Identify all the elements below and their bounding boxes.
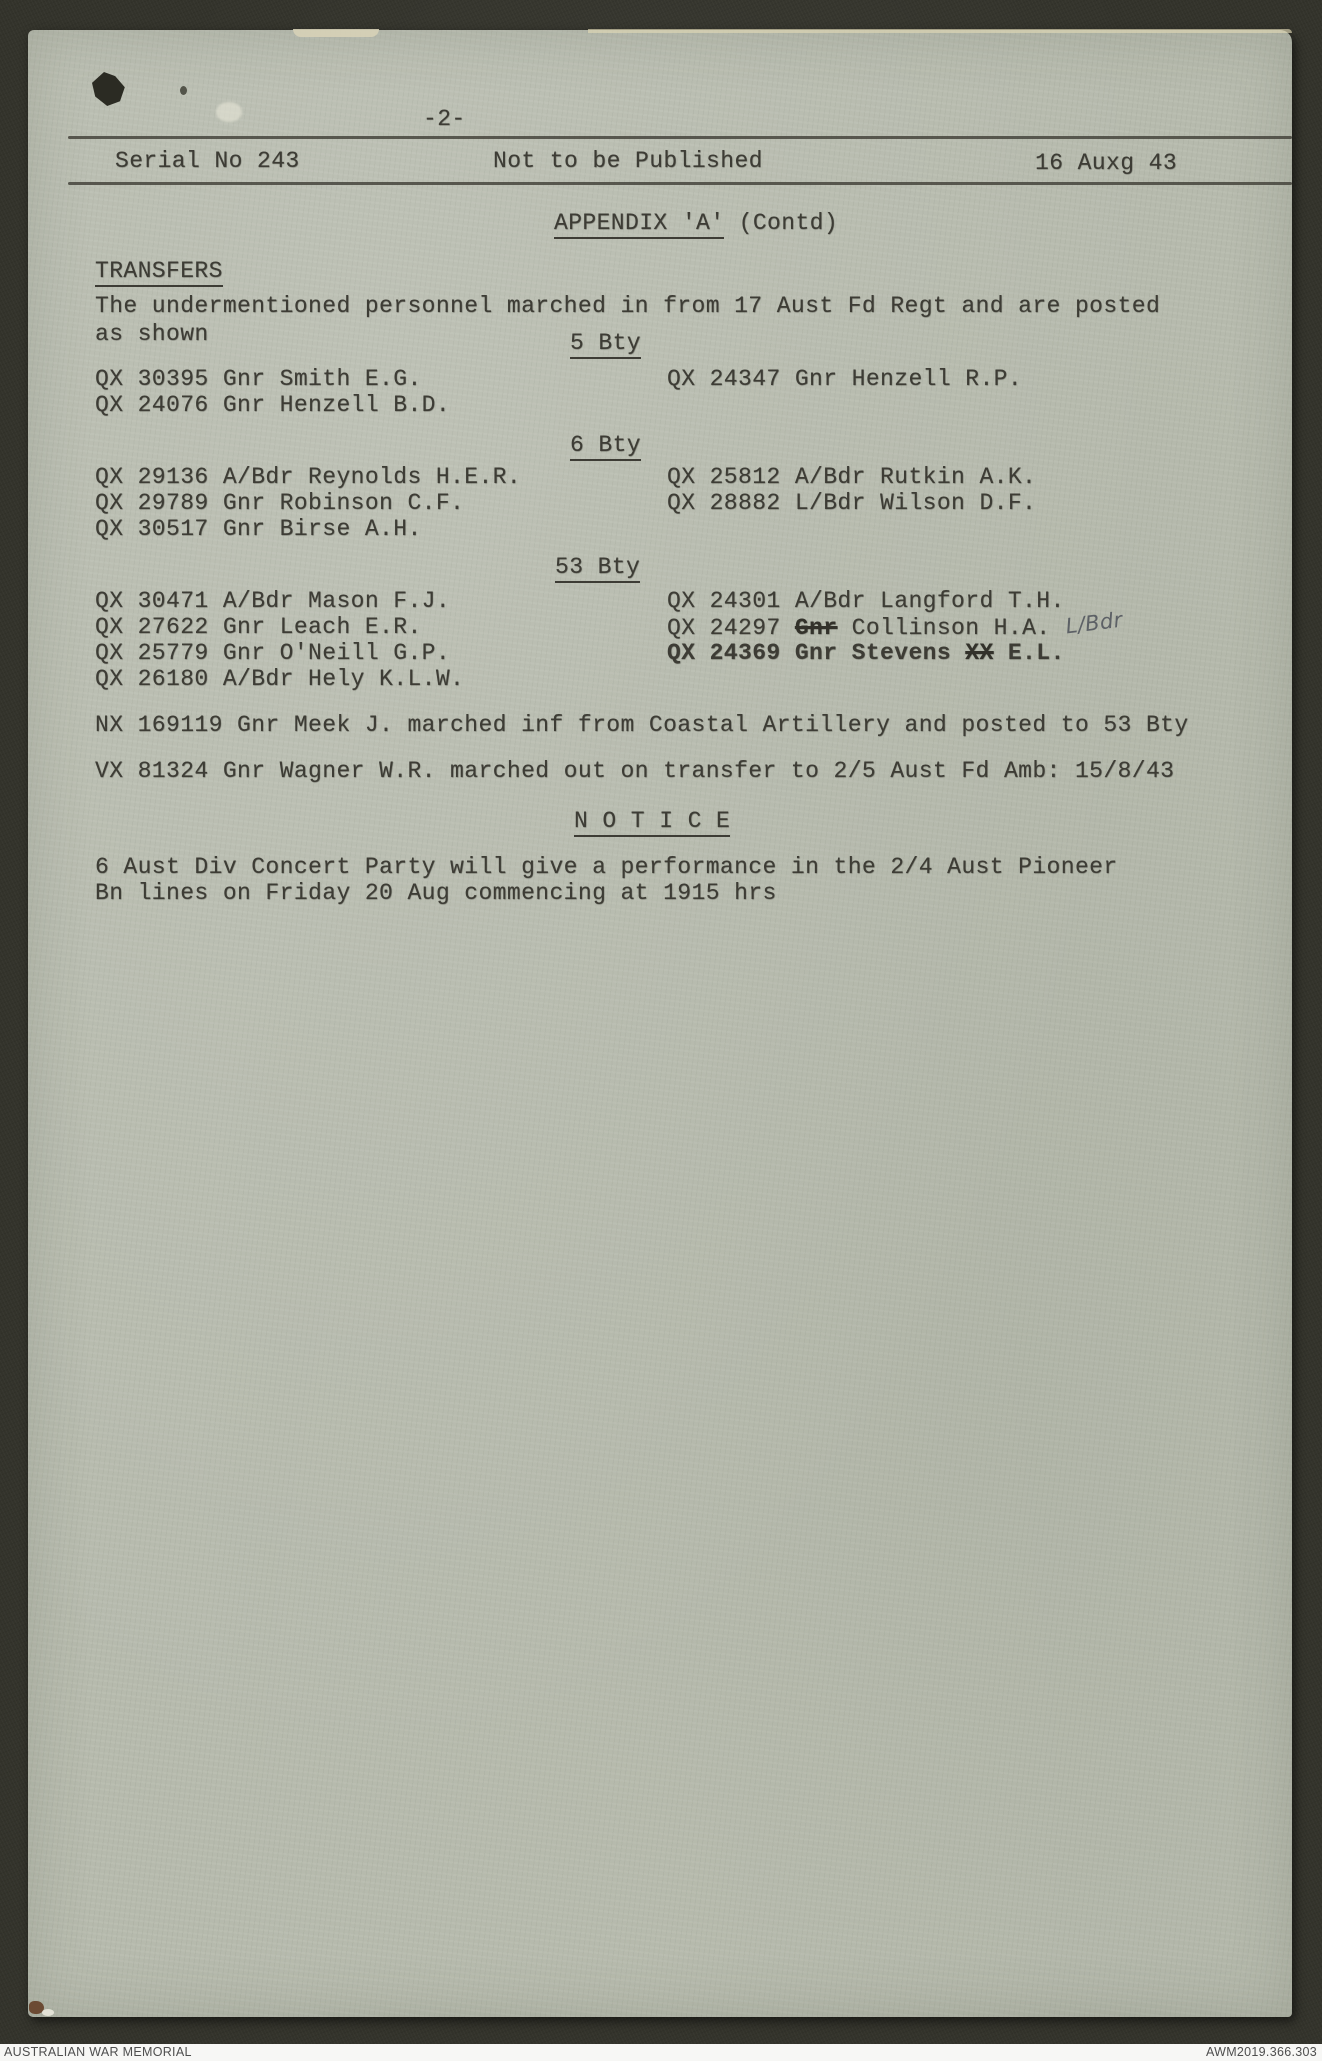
transfer-entry: QX 24076 Gnr Henzell B.D.: [95, 392, 451, 418]
transfer-entry: QX 25812 A/Bdr Rutkin A.K.: [667, 464, 1037, 490]
notice-line-2: Bn lines on Friday 20 Aug commencing at 1915 hrs: [95, 880, 777, 906]
document-paper-sheet: [28, 30, 1292, 2017]
handwritten-annotation: L/Bdr: [1064, 607, 1125, 639]
paper-tear-hole: [92, 72, 132, 106]
notice-heading-text: N O T I C E: [574, 808, 730, 837]
transfer-entry: QX 24301 A/Bdr Langford T.H.: [667, 588, 1065, 614]
transfer-entry: QX 30517 Gnr Birse A.H.: [95, 516, 422, 542]
notice-heading: [574, 808, 730, 834]
battery-name: 53 Bty: [555, 554, 640, 583]
paper-top-edge-underlay: [588, 29, 1292, 33]
transfer-entry-amended: [667, 607, 1125, 641]
transfer-entry: QX 30395 Gnr Smith E.G.: [95, 366, 422, 392]
transfers-heading: [95, 258, 223, 284]
transfer-note-meek: NX 169119 Gnr Meek J. marched inf from Coastal Artillery and posted to 53 Bty: [95, 712, 1189, 738]
notice-line-1: 6 Aust Div Concert Party will give a performance in the 2/4 Aust Pioneer: [95, 854, 1118, 880]
paper-speck: [180, 86, 187, 95]
transfers-intro-line-2: as shown: [95, 321, 209, 347]
struck-out-initials: XX: [965, 640, 994, 666]
paper-worn-spot: [216, 102, 242, 122]
battery-name: 6 Bty: [570, 432, 641, 461]
transfer-note-wagner: VX 81324 Gnr Wagner W.R. marched out on transfer to 2/5 Aust Fd Amb: 15/8/43: [95, 758, 1175, 784]
battery-heading-53bty: [555, 554, 640, 580]
page-number: -2-: [423, 106, 466, 132]
archive-attribution-bar: [0, 2044, 1322, 2061]
entry-text: QX 24297: [667, 615, 795, 641]
paper-corner-tear: [42, 2009, 54, 2016]
serial-number: Serial No 243: [115, 148, 300, 174]
transfer-entry: QX 30471 A/Bdr Mason F.J.: [95, 588, 451, 614]
struck-out-rank: Gnr: [794, 615, 838, 641]
header-rule-bottom: [68, 182, 1292, 185]
entry-text: QX 24369 Gnr Stevens: [667, 640, 966, 666]
entry-text: Collinson H.A.: [837, 615, 1051, 641]
transfer-entry-amended: [667, 640, 1065, 666]
transfer-entry: QX 27622 Gnr Leach E.R.: [95, 614, 422, 640]
transfers-intro-line-1: The undermentioned personnel marched in from 17 Aust Fd Regt and are posted: [95, 293, 1161, 319]
transfer-entry: QX 24347 Gnr Henzell R.P.: [667, 366, 1023, 392]
transfer-entry: QX 28882 L/Bdr Wilson D.F.: [667, 490, 1037, 516]
entry-text: E.L.: [993, 640, 1065, 666]
transfer-entry: QX 26180 A/Bdr Hely K.L.W.: [95, 666, 465, 692]
appendix-suffix: (Contd): [724, 210, 839, 236]
transfers-heading-text: TRANSFERS: [95, 258, 223, 287]
document-date: 16 Auxg 43: [1035, 150, 1178, 176]
battery-name: 5 Bty: [570, 330, 641, 359]
appendix-heading: [554, 210, 838, 236]
battery-heading-5bty: [570, 330, 641, 356]
appendix-title: APPENDIX 'A': [554, 210, 724, 239]
battery-heading-6bty: [570, 432, 641, 458]
transfer-entry: QX 29136 A/Bdr Reynolds H.E.R.: [95, 464, 522, 490]
archive-name: AUSTRALIAN WAR MEMORIAL: [4, 2045, 192, 2059]
paper-top-notch: [293, 29, 379, 37]
header-rule-top: [68, 136, 1292, 139]
transfer-entry: QX 25779 Gnr O'Neill G.P.: [95, 640, 451, 666]
classification-stamp: Not to be Published: [493, 148, 763, 174]
archive-accession-number: AWM2019.366.303: [1205, 2045, 1317, 2059]
transfer-entry: QX 29789 Gnr Robinson C.F.: [95, 490, 465, 516]
